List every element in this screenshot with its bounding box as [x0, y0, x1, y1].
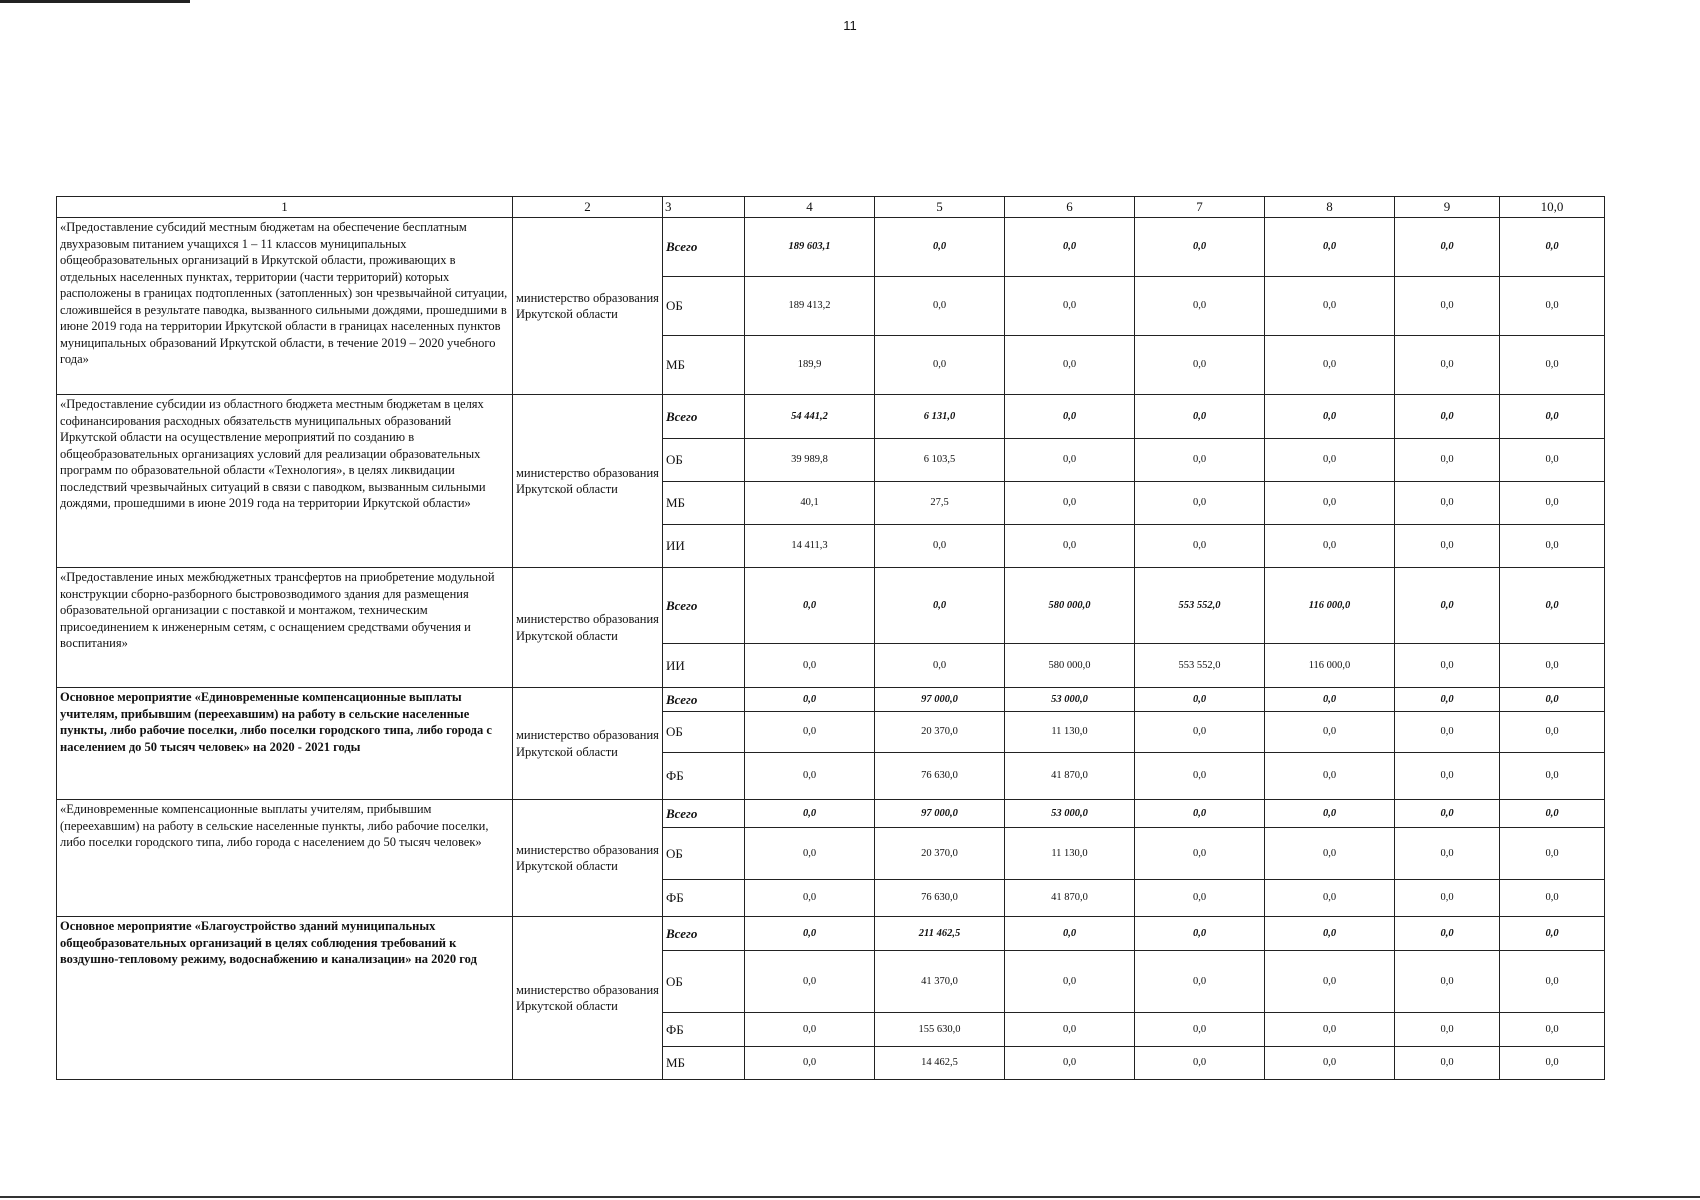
amount-cell: 20 370,0: [875, 828, 1005, 880]
column-header: 7: [1135, 197, 1265, 218]
amount-cell: 0,0: [745, 951, 875, 1013]
amount-cell: 0,0: [1265, 395, 1395, 439]
table-row: [57, 917, 1605, 951]
amount-cell: 0,0: [1135, 951, 1265, 1013]
funding-source-cell: МБ: [663, 336, 745, 395]
amount-cell: 0,0: [1395, 951, 1500, 1013]
amount-cell: 0,0: [1395, 1013, 1500, 1047]
amount-cell: 0,0: [745, 1013, 875, 1047]
table-row: [57, 395, 1605, 439]
amount-cell: 0,0: [1265, 336, 1395, 395]
amount-cell: 0,0: [1265, 482, 1395, 525]
amount-cell: 0,0: [1395, 395, 1500, 439]
amount-cell: 0,0: [745, 828, 875, 880]
amount-cell: 0,0: [1500, 568, 1605, 644]
amount-cell: 0,0: [1265, 277, 1395, 336]
amount-cell: 20 370,0: [875, 712, 1005, 753]
amount-cell: 189,9: [745, 336, 875, 395]
amount-cell: 0,0: [1500, 917, 1605, 951]
table-body: [57, 218, 1605, 1080]
funding-source-cell: ФБ: [663, 1013, 745, 1047]
amount-cell: 0,0: [1265, 688, 1395, 712]
amount-cell: 0,0: [1265, 439, 1395, 482]
amount-cell: 0,0: [1265, 880, 1395, 917]
amount-cell: 0,0: [1135, 753, 1265, 800]
amount-cell: 40,1: [745, 482, 875, 525]
table-row: [57, 800, 1605, 828]
column-header: 2: [513, 197, 663, 218]
activity-description: Основное мероприятие «Благоустройство зданий муниципальных общеобразовательных организаций в целях соблюдения требований к воздушно-тепловому режиму, водоснабжению и канализации» на 2020 год: [57, 917, 513, 1080]
amount-cell: 0,0: [1395, 917, 1500, 951]
amount-cell: 0,0: [1135, 439, 1265, 482]
amount-cell: 0,0: [1395, 753, 1500, 800]
amount-cell: 0,0: [745, 644, 875, 688]
amount-cell: 0,0: [1500, 712, 1605, 753]
amount-cell: 0,0: [1395, 688, 1500, 712]
amount-cell: 11 130,0: [1005, 828, 1135, 880]
amount-cell: 0,0: [1500, 482, 1605, 525]
amount-cell: 6 103,5: [875, 439, 1005, 482]
amount-cell: 0,0: [875, 568, 1005, 644]
executor-cell: министерство образования Иркутской области: [513, 568, 663, 688]
table-row: [57, 688, 1605, 712]
funding-source-cell: Всего: [663, 800, 745, 828]
amount-cell: 0,0: [1395, 439, 1500, 482]
amount-cell: 0,0: [1005, 336, 1135, 395]
amount-cell: 155 630,0: [875, 1013, 1005, 1047]
amount-cell: 76 630,0: [875, 880, 1005, 917]
funding-source-cell: Всего: [663, 395, 745, 439]
amount-cell: 0,0: [1135, 482, 1265, 525]
amount-cell: 0,0: [745, 880, 875, 917]
amount-cell: 0,0: [1500, 1013, 1605, 1047]
funding-source-cell: МБ: [663, 1047, 745, 1080]
activity-description: Основное мероприятие «Единовременные компенсационные выплаты учителям, прибывшим (переехавшим) на работу в сельские населенные пункты, либо рабочие поселки, либо поселки городского типа, либо города с населением до 50 тысяч человек» на 2020 - 2021 годы: [57, 688, 513, 800]
activity-description: «Предоставление субсидии из областного бюджета местным бюджетам в целях софинансирования расходных обязательств муниципальных образований Иркутской области на осуществление мероприятий по созданию в общеобразовательных организациях условий для реализации образовательных программ по образовательной области «Технология», в целях ликвидации последствий чрезвычайных ситуаций в связи с паводком, вызванным сильными дождями, прошедшими в июне 2019 года на территории Иркутской области»: [57, 395, 513, 568]
amount-cell: 0,0: [1500, 439, 1605, 482]
amount-cell: 0,0: [745, 568, 875, 644]
amount-cell: 0,0: [1005, 525, 1135, 568]
amount-cell: 11 130,0: [1005, 712, 1135, 753]
amount-cell: 0,0: [875, 644, 1005, 688]
amount-cell: 0,0: [1500, 644, 1605, 688]
activity-description: «Предоставление иных межбюджетных трансфертов на приобретение модульной конструкции сборно-разборного быстровозводимого здания для размещения образовательной организации с поставкой и монтажом, техническим присоединением к инженерным сетям, с оснащением средствами обучения и воспитания»: [57, 568, 513, 688]
column-header: 1: [57, 197, 513, 218]
amount-cell: 0,0: [1500, 688, 1605, 712]
activity-description: «Предоставление субсидий местным бюджетам на обеспечение бесплатным двухразовым питанием учащихся 1 – 11 классов муниципальных общеобразовательных организаций в Иркутской области, проживающих в отдельных населенных пунктах, территории (части территорий) которых расположены в границах подтопленных (затопленных) зон чрезвычайной ситуации, сложившейся в результате паводка, вызванного сильными дождями, прошедшими в июне 2019 года на территории Иркутской области в границах населенных пунктов муниципальных образований Иркутской области, в течение 2019 – 2020 учебного года»: [57, 218, 513, 395]
amount-cell: 0,0: [1395, 828, 1500, 880]
amount-cell: 41 870,0: [1005, 753, 1135, 800]
amount-cell: 0,0: [1135, 800, 1265, 828]
funding-source-cell: ОБ: [663, 951, 745, 1013]
amount-cell: 97 000,0: [875, 688, 1005, 712]
amount-cell: 76 630,0: [875, 753, 1005, 800]
amount-cell: 0,0: [1135, 880, 1265, 917]
funding-source-cell: Всего: [663, 218, 745, 277]
amount-cell: 211 462,5: [875, 917, 1005, 951]
amount-cell: 0,0: [1395, 277, 1500, 336]
amount-cell: 0,0: [1395, 1047, 1500, 1080]
amount-cell: 580 000,0: [1005, 568, 1135, 644]
funding-source-cell: Всего: [663, 688, 745, 712]
amount-cell: 0,0: [875, 525, 1005, 568]
amount-cell: 0,0: [745, 917, 875, 951]
activity-description: «Единовременные компенсационные выплаты учителям, прибывшим (переехавшим) на работу в сельские населенные пункты, либо рабочие поселки, либо поселки городского типа, либо города с населением до 50 тысяч человек»: [57, 800, 513, 917]
amount-cell: 0,0: [1265, 1047, 1395, 1080]
amount-cell: 0,0: [1500, 1047, 1605, 1080]
amount-cell: 0,0: [1500, 525, 1605, 568]
amount-cell: 0,0: [1005, 439, 1135, 482]
amount-cell: 41 370,0: [875, 951, 1005, 1013]
amount-cell: 6 131,0: [875, 395, 1005, 439]
funding-source-cell: ИИ: [663, 525, 745, 568]
amount-cell: 0,0: [1500, 800, 1605, 828]
amount-cell: 0,0: [1395, 218, 1500, 277]
amount-cell: 553 552,0: [1135, 568, 1265, 644]
amount-cell: 0,0: [745, 800, 875, 828]
amount-cell: 0,0: [875, 218, 1005, 277]
amount-cell: 0,0: [1135, 277, 1265, 336]
column-header: 5: [875, 197, 1005, 218]
amount-cell: 0,0: [1500, 218, 1605, 277]
executor-cell: министерство образования Иркутской области: [513, 688, 663, 800]
amount-cell: 0,0: [1005, 951, 1135, 1013]
amount-cell: 0,0: [1265, 712, 1395, 753]
executor-cell: министерство образования Иркутской области: [513, 917, 663, 1080]
amount-cell: 0,0: [745, 688, 875, 712]
amount-cell: 0,0: [745, 1047, 875, 1080]
amount-cell: 39 989,8: [745, 439, 875, 482]
amount-cell: 0,0: [1135, 917, 1265, 951]
amount-cell: 0,0: [1005, 277, 1135, 336]
amount-cell: 553 552,0: [1135, 644, 1265, 688]
scan-edge-bottom: [0, 1196, 1700, 1198]
amount-cell: 0,0: [1500, 828, 1605, 880]
amount-cell: 0,0: [1265, 828, 1395, 880]
amount-cell: 0,0: [1135, 828, 1265, 880]
amount-cell: 0,0: [1395, 644, 1500, 688]
funding-source-cell: ОБ: [663, 828, 745, 880]
amount-cell: 14 462,5: [875, 1047, 1005, 1080]
amount-cell: 0,0: [1500, 277, 1605, 336]
table-row: [57, 568, 1605, 644]
amount-cell: 0,0: [1395, 800, 1500, 828]
funding-source-cell: ОБ: [663, 277, 745, 336]
amount-cell: 0,0: [1500, 951, 1605, 1013]
executor-cell: министерство образования Иркутской области: [513, 800, 663, 917]
funding-source-cell: МБ: [663, 482, 745, 525]
column-header: 9: [1395, 197, 1500, 218]
amount-cell: 0,0: [1135, 395, 1265, 439]
amount-cell: 0,0: [1395, 880, 1500, 917]
amount-cell: 116 000,0: [1265, 644, 1395, 688]
executor-cell: министерство образования Иркутской области: [513, 218, 663, 395]
amount-cell: 0,0: [1265, 800, 1395, 828]
amount-cell: 0,0: [1005, 917, 1135, 951]
funding-source-cell: Всего: [663, 917, 745, 951]
amount-cell: 0,0: [1135, 688, 1265, 712]
amount-cell: 0,0: [875, 336, 1005, 395]
funding-source-cell: ФБ: [663, 753, 745, 800]
amount-cell: 0,0: [745, 712, 875, 753]
amount-cell: 189 413,2: [745, 277, 875, 336]
amount-cell: 0,0: [1395, 712, 1500, 753]
amount-cell: 0,0: [1395, 336, 1500, 395]
column-header: 6: [1005, 197, 1135, 218]
amount-cell: 116 000,0: [1265, 568, 1395, 644]
amount-cell: 0,0: [1265, 525, 1395, 568]
funding-source-cell: ФБ: [663, 880, 745, 917]
scan-edge-top: [0, 0, 190, 3]
amount-cell: 0,0: [1395, 568, 1500, 644]
amount-cell: 189 603,1: [745, 218, 875, 277]
amount-cell: 0,0: [1265, 753, 1395, 800]
page-number: 11: [843, 18, 857, 33]
amount-cell: 0,0: [1265, 218, 1395, 277]
funding-source-cell: ИИ: [663, 644, 745, 688]
amount-cell: 0,0: [1500, 753, 1605, 800]
executor-cell: министерство образования Иркутской области: [513, 395, 663, 568]
amount-cell: 580 000,0: [1005, 644, 1135, 688]
column-header: 4: [745, 197, 875, 218]
column-header: 8: [1265, 197, 1395, 218]
column-header: 10,0: [1500, 197, 1605, 218]
amount-cell: 0,0: [745, 753, 875, 800]
amount-cell: 53 000,0: [1005, 800, 1135, 828]
amount-cell: 53 000,0: [1005, 688, 1135, 712]
amount-cell: 27,5: [875, 482, 1005, 525]
amount-cell: 0,0: [875, 277, 1005, 336]
amount-cell: 0,0: [1265, 1013, 1395, 1047]
amount-cell: 0,0: [1395, 482, 1500, 525]
column-number-row: [57, 197, 1605, 218]
amount-cell: 0,0: [1135, 218, 1265, 277]
amount-cell: 54 441,2: [745, 395, 875, 439]
amount-cell: 0,0: [1135, 525, 1265, 568]
amount-cell: 0,0: [1135, 336, 1265, 395]
amount-cell: 0,0: [1135, 712, 1265, 753]
amount-cell: 0,0: [1500, 395, 1605, 439]
amount-cell: 0,0: [1395, 525, 1500, 568]
amount-cell: 14 411,3: [745, 525, 875, 568]
amount-cell: 0,0: [1005, 395, 1135, 439]
amount-cell: 0,0: [1500, 880, 1605, 917]
amount-cell: 0,0: [1005, 1047, 1135, 1080]
amount-cell: 0,0: [1500, 336, 1605, 395]
funding-source-cell: ОБ: [663, 712, 745, 753]
budget-table: [56, 196, 1605, 1080]
amount-cell: 0,0: [1265, 951, 1395, 1013]
amount-cell: 41 870,0: [1005, 880, 1135, 917]
amount-cell: 0,0: [1135, 1047, 1265, 1080]
table-row: [57, 218, 1605, 277]
column-header: 3: [663, 197, 745, 218]
amount-cell: 0,0: [1005, 218, 1135, 277]
amount-cell: 0,0: [1005, 482, 1135, 525]
amount-cell: 0,0: [1005, 1013, 1135, 1047]
amount-cell: 97 000,0: [875, 800, 1005, 828]
amount-cell: 0,0: [1135, 1013, 1265, 1047]
amount-cell: 0,0: [1265, 917, 1395, 951]
funding-source-cell: ОБ: [663, 439, 745, 482]
funding-source-cell: Всего: [663, 568, 745, 644]
